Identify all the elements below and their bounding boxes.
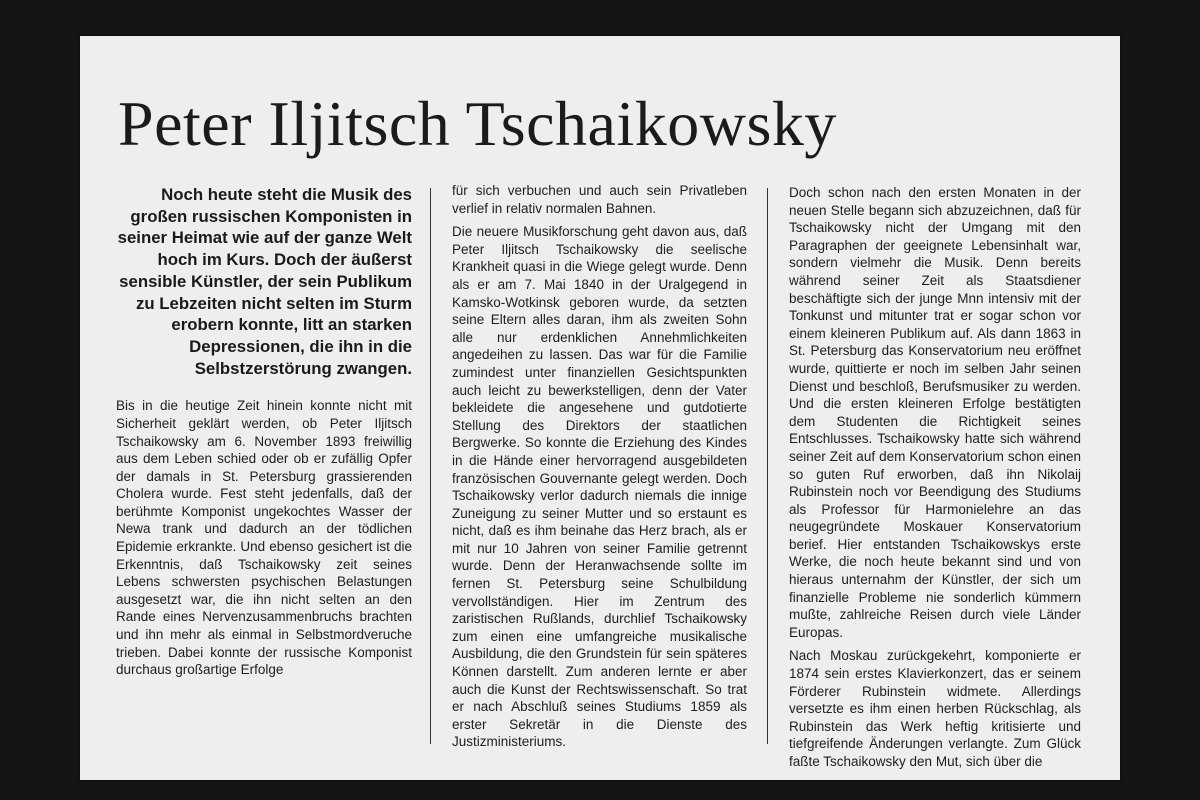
- body-paragraph: Nach Moskau zurückgekehrt, komponierte er 1874 sein erstes Klavierkonzert, das er seinem Förderer Rubinstein widmete. Allerdings versetzte es ihm einen herben Rückschlag, als Rubinstein das Werk heftig kritisierte und tiefgreifende Änderungen verlangte. Zum Glück faßte Tschaikowsky den Mut, sich über die: [789, 648, 1081, 769]
- body-paragraph: Bis in die heutige Zeit hinein konnte nicht mit Sicherheit geklärt werden, ob Peter Iljitsch Tschaikowsky am 6. November 1893 freiwillig aus dem Leben schied oder ob er zufällig Opfer der damals in St. Petersburg grassierenden Cholera wurde. Fest steht jedenfalls, daß der berühmte Komponist ungekochtes Wasser der Newa trank und dadurch an der tödlichen Epidemie erkrankte. Und ebenso gesichert ist die Erkenntnis, daß Tschaikowsky zeit seines Lebens schwersten psychischen Belastungen ausgesetzt war, die ihn nicht selten an den Rande eines Nervenzusammenbruchs brachten und ihn mehr als einmal in Selbstmordveruche trieben. Dabei konnte der russische Komponist durchaus großartige Erfolge: [116, 398, 412, 678]
- lead-paragraph: Noch heute steht die Musik des großen russischen Komponisten in seiner Heimat wie auf der ganze Welt hoch im Kurs. Doch der äußerst sensible Künstler, der sein Publikum zu Lebzeiten nicht selten im Sturm erobern konnte, litt an starken Depressionen, die ihn in die Selbstzerstörung zwangen.: [117, 185, 412, 378]
- column-1-body: [116, 397, 412, 679]
- column-2: [452, 182, 747, 757]
- body-paragraph: Doch schon nach den ersten Monaten in der neuen Stelle begann sich abzuzeichnen, daß für Tschaikowsky nicht der Umgang mit den Paragraphen der geeignete Lebensinhalt war, sondern vielmehr die Musik. Denn bereits während seiner Zeit als Staatsdiener beschäftigte sich der junge Mnn intensiv mit der Tonkunst und mitunter trat er sogar schon vor einem kleineren Publikum auf. Als dann 1863 in St. Petersburg das Konservatorium neu eröffnet wurde, quittierte er noch im selben Jahr seinen Dienst und beschloß, Berufsmusiker zu werden. Und die ersten kleineren Erfolge bestätigten dem Studenten die Richtigkeit seines Entschlusses. Tschaikowsky hatte sich während seiner Zeit auf dem Konservatorium schon einen so guten Ruf erworben, daß ihn Nikolaij Rubinstein noch vor Beendigung des Studiums als Professor für Harmonielehre an das neugegründete Moskauer Konservatorium berief. Hier entstanden Tschaikowskys erste Werke, die noch heute bekannt sind und von hieraus unternahm der Künstler, der sich um finanzielle Probleme nie sonderlich kümmern mußte, zahlreiche Reisen durch viele Länder Europas.: [789, 185, 1081, 640]
- body-paragraph: Die neuere Musikforschung geht davon aus, daß Peter Iljitsch Tschaikowsky die seelische Krankheit quasi in die Wiege gelegt wurde. Denn als er am 7. Mai 1840 in der Uralgegend in Kamsko-Wotkinsk geboren wurde, da setzten seine Eltern alles daran, ihm als zweiten Sohn alle nur erdenklichen Annehmlichkeiten angedeihen zu lassen. Das war für die Familie zumindest unter finanziellen Gesichtspunkten auch leicht zu bewerkstelligen, denn der Vater bekleidete die angesehene und gutdotierte Stellung des Direktors der staatlichen Bergwerke. So konnte die Erziehung des Kindes in die Hände einer hervorragend ausgebildeten französischen Gouvernante gelegt werden. Doch Tschaikowsky verlor dadurch niemals die innige Zuneigung zu seiner Mutter und so erstaunt es nicht, daß es ihm beinahe das Herz brach, als er mit nur 10 Jahren von seiner Familie getrennt wurde. Denn der Heranwachsende sollte im fernen St. Petersburg seine Schulbildung vervollständigen. Hier im Zentrum des zaristischen Rußlands, durchlief Tschaikowsky zum einen eine umfangreiche musikalische Ausbildung, die den Grundstein für sein späteres Können darstellt. Zum anderen lernte er aber auch die Kunst der Rechtswissenschaft. So trat er nach Abschluß seines Studiums 1859 als erster Sekretär in die Dienste des Justizministeriums.: [452, 224, 747, 750]
- column-1: [116, 184, 412, 685]
- page-title: Peter Iljitsch Tschaikowsky: [118, 88, 837, 159]
- column-divider: [767, 188, 768, 744]
- column-3: [789, 184, 1081, 777]
- body-paragraph: für sich verbuchen und auch sein Privatleben verlief in relativ normalen Bahnen.: [452, 183, 747, 216]
- column-divider: [430, 188, 431, 744]
- info-panel: [80, 36, 1120, 780]
